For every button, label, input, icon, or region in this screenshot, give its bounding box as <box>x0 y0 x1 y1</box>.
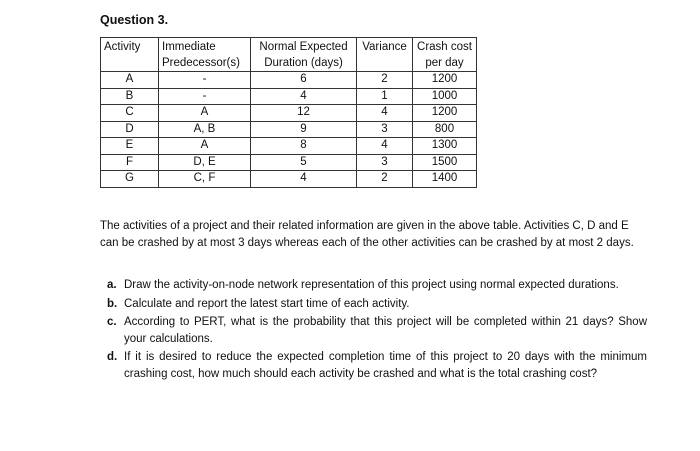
part-text: According to PERT, what is the probability that this project will be completed within 21 days? Show your calculations. <box>124 316 647 345</box>
cell-predecessors: A <box>159 105 251 122</box>
cell-activity: C <box>101 105 159 122</box>
header-crash-cost: Crash cost per day <box>413 38 477 72</box>
cell-duration: 6 <box>251 72 357 89</box>
header-duration: Normal Expected Duration (days) <box>251 38 357 72</box>
cell-predecessors: A <box>159 138 251 155</box>
cell-activity: A <box>101 72 159 89</box>
header-variance: Variance <box>357 38 413 72</box>
question-parts <box>107 277 647 384</box>
cell-crash-cost: 800 <box>413 121 477 138</box>
cell-duration: 5 <box>251 154 357 171</box>
table-row <box>101 154 477 171</box>
cell-predecessors: - <box>159 72 251 89</box>
cell-variance: 3 <box>357 121 413 138</box>
cell-variance: 3 <box>357 154 413 171</box>
cell-variance: 2 <box>357 72 413 89</box>
cell-crash-cost: 1000 <box>413 88 477 105</box>
cell-crash-cost: 1200 <box>413 105 477 122</box>
cell-predecessors: C, F <box>159 171 251 188</box>
table-header-row <box>101 38 477 72</box>
table-row <box>101 105 477 122</box>
cell-crash-cost: 1300 <box>413 138 477 155</box>
table-row <box>101 72 477 89</box>
table-row <box>101 121 477 138</box>
cell-variance: 4 <box>357 105 413 122</box>
header-activity: Activity <box>101 38 159 72</box>
cell-variance: 1 <box>357 88 413 105</box>
part-marker: d. <box>107 351 118 363</box>
problem-description: The activities of a project and their related information are given in the above table. Activities C, D and E can be crashed by at most 3 days whereas each of the other activities can be crashed by at most 2 days. <box>100 220 634 249</box>
table-row <box>101 171 477 188</box>
cell-predecessors: A, B <box>159 121 251 138</box>
part-text: Calculate and report the latest start time of each activity. <box>124 297 410 310</box>
cell-activity: B <box>101 88 159 105</box>
part-marker: c. <box>107 316 117 328</box>
part-marker: a. <box>107 279 117 291</box>
cell-activity: F <box>101 154 159 171</box>
cell-crash-cost: 1400 <box>413 171 477 188</box>
part-text: If it is desired to reduce the expected completion time of this project to 20 days with the minimum crashing cost, how much should each activity be crashed and what is the total crashing cost? <box>124 351 647 380</box>
cell-activity: G <box>101 171 159 188</box>
cell-duration: 9 <box>251 121 357 138</box>
cell-variance: 2 <box>357 171 413 188</box>
cell-predecessors: - <box>159 88 251 105</box>
cell-duration: 4 <box>251 88 357 105</box>
cell-activity: E <box>101 138 159 155</box>
part-marker: b. <box>107 297 118 310</box>
table-row <box>101 88 477 105</box>
cell-duration: 8 <box>251 138 357 155</box>
cell-variance: 4 <box>357 138 413 155</box>
header-predecessors: Immediate Predecessor(s) <box>159 38 251 72</box>
cell-predecessors: D, E <box>159 154 251 171</box>
activity-table <box>100 37 477 188</box>
question-part-a <box>107 277 647 294</box>
cell-duration: 12 <box>251 105 357 122</box>
question-part-d <box>107 349 647 382</box>
table-row <box>101 138 477 155</box>
cell-duration: 4 <box>251 171 357 188</box>
part-text: Draw the activity-on-node network representation of this project using normal expected durations. <box>124 279 619 291</box>
cell-crash-cost: 1200 <box>413 72 477 89</box>
question-part-c <box>107 314 647 347</box>
cell-crash-cost: 1500 <box>413 154 477 171</box>
question-title: Question 3. <box>100 13 169 27</box>
question-part-b <box>107 296 647 313</box>
cell-activity: D <box>101 121 159 138</box>
